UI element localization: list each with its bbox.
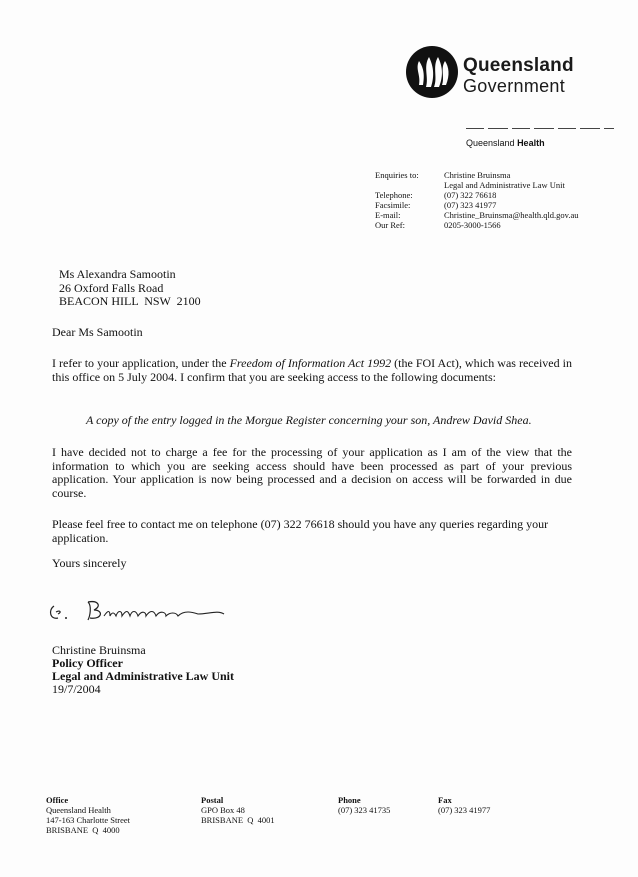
signatory-name: Christine Bruinsma <box>52 643 146 657</box>
footer-phone: Phone (07) 323 41735 <box>338 795 391 815</box>
requested-document: A copy of the entry logged in the Morgue Register concerning your son, Andrew David Shea. <box>86 413 532 427</box>
recipient-address <box>59 268 201 309</box>
footer-postal: Postal GPO Box 48 BRISBANE Q 4001 <box>201 795 275 825</box>
department-name: Queensland Health <box>466 138 545 148</box>
recipient-locality: BEACON HILL NSW 2100 <box>59 294 201 308</box>
signature-block <box>52 644 234 696</box>
logo-line-2: Government <box>463 76 566 96</box>
closing: Yours sincerely <box>52 556 127 570</box>
paragraph-fee: I have decided not to charge a fee for the processing of your application as I am of the view that the information to which you are seeking access should have been processed as part of your previous application. Your application is now being processed and a decision on access will be forwarded in due course. <box>52 445 572 500</box>
paragraph-application: I refer to your application, under the Freedom of Information Act 1992 (the FOI Act), which was received in this office on 5 July 2004. I confirm that you are seeking access to the following documents: <box>52 356 572 384</box>
act-name: Freedom of Information Act 1992 <box>229 356 392 370</box>
letterhead-divider <box>466 128 614 129</box>
enquiries-block <box>375 170 579 230</box>
footer-office: Office Queensland Health 147-163 Charlotte Street BRISBANE Q 4000 <box>46 795 131 835</box>
recipient-street: 26 Oxford Falls Road <box>59 280 164 295</box>
footer-fax: Fax (07) 323 41977 <box>438 795 491 815</box>
enquiries-row: Our Ref: 0205-3000-1566 <box>375 220 501 230</box>
signatory-title: Policy Officer <box>52 656 123 670</box>
letter-date: 19/7/2004 <box>52 682 101 696</box>
logo-wordmark <box>463 56 574 96</box>
enquiries-row: Legal and Administrative Law Unit <box>444 180 565 190</box>
paragraph-contact: Please feel free to contact me on telephone (07) 322 76618 should you have any queries regarding your application. <box>52 517 549 545</box>
enquiries-row: Telephone: (07) 322 76618 <box>375 190 497 200</box>
logo-line-1: Queensland <box>463 55 574 76</box>
signature <box>48 596 228 628</box>
enquiries-row: Facsimile: (07) 323 41977 <box>375 200 497 210</box>
signatory-unit: Legal and Administrative Law Unit <box>52 669 235 683</box>
enquiries-row: Enquiries to: Christine Bruinsma <box>375 170 511 180</box>
salutation: Dear Ms Samootin <box>52 325 143 339</box>
queensland-government-logo-icon <box>405 45 459 99</box>
recipient-name: Ms Alexandra Samootin <box>59 267 176 281</box>
enquiries-row: E-mail: Christine_Bruinsma@health.qld.gov.au <box>375 210 579 220</box>
